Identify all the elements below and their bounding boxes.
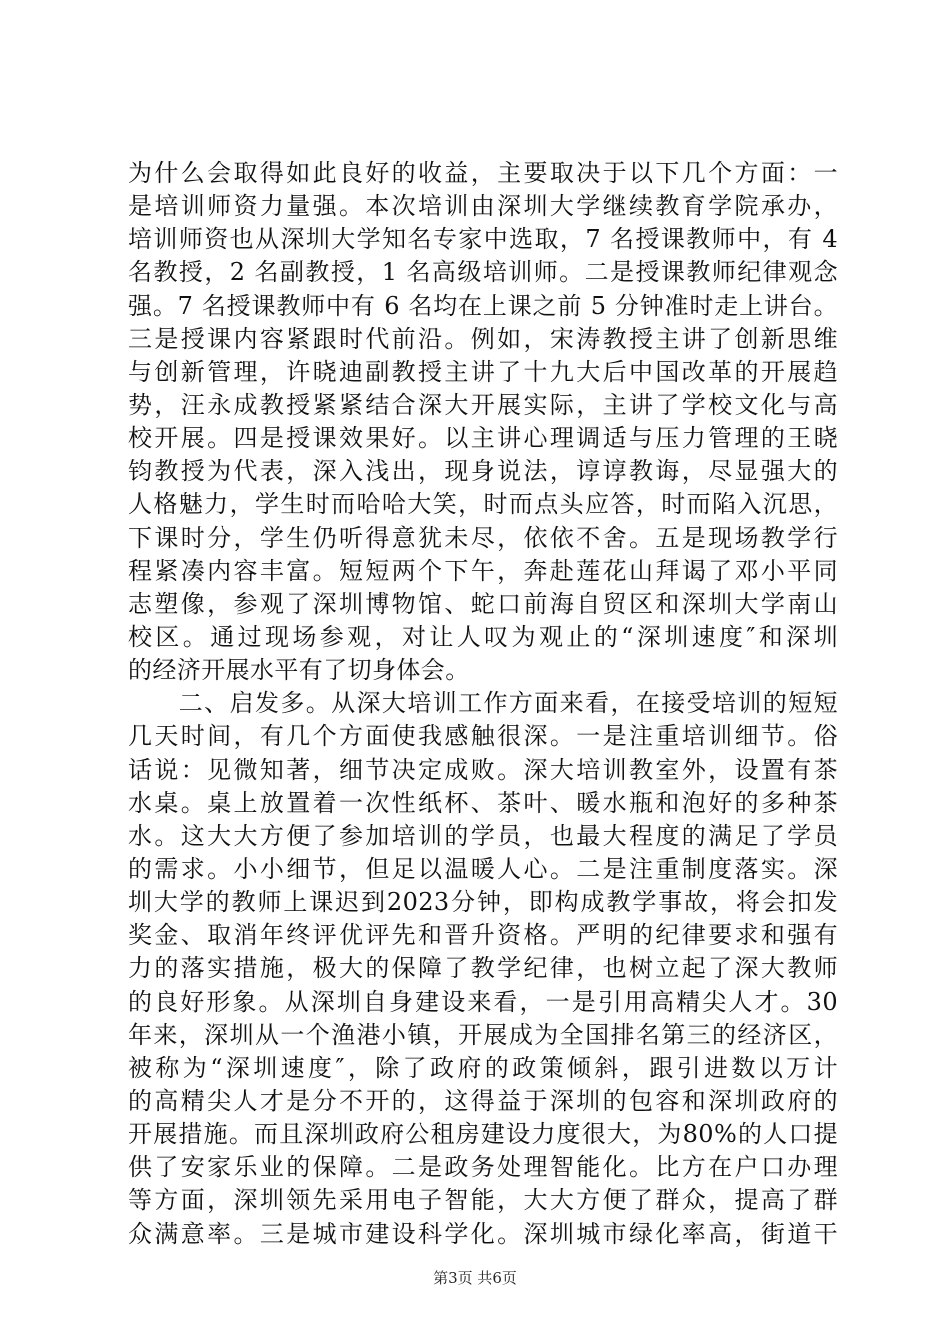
text-line: 为什么会取得如此良好的收益，主要取决于以下几个方面：一 — [128, 159, 838, 187]
text-line: 名教授，2 名副教授，1 名高级培训师。二是授课教师纪律观念 — [128, 258, 838, 287]
body-text — [128, 157, 838, 1251]
text-line: 校区。通过现场参观，对让人叹为观止的“深圳速度″和深圳 — [128, 622, 838, 651]
text-line: 钧教授为代表，深入浅出，现身说法，谆谆教诲，尽显强大的 — [128, 457, 838, 486]
text-line: 的需求。小小细节，但足以温暖人心。二是注重制度落实。深 — [128, 854, 838, 883]
text-line: 三是授课内容紧跟时代前沿。例如，宋涛教授主讲了创新思维 — [128, 324, 838, 353]
text-line: 的良好形象。从深圳自身建设来看，一是引用高精尖人才。30 — [128, 987, 838, 1016]
text-line: 几天时间，有几个方面使我感触很深。一是注重培训细节。俗 — [128, 722, 838, 751]
text-line: 圳大学的教师上课迟到2023分钟，即构成教学事故，将会扣发 — [128, 888, 838, 917]
page-footer: 第3页 共6页 — [433, 1269, 517, 1287]
text-line: 开展措施。而且深圳政府公租房建设力度很大，为80%的人口提 — [128, 1120, 838, 1149]
text-line: 强。7 名授课教师中有 6 名均在上课之前 5 分钟准时走上讲台。 — [128, 291, 838, 320]
text-line: 志塑像，参观了深圳博物馆、蛇口前海自贸区和深圳大学南山 — [128, 589, 838, 618]
text-line: 奖金、取消年终评优评先和晋升资格。严明的纪律要求和强有 — [128, 921, 838, 950]
text-line: 水桌。桌上放置着一次性纸杯、茶叶、暖水瓶和泡好的多种茶 — [128, 788, 838, 817]
text-line: 等方面，深圳领先采用电子智能，大大方便了群众，提高了群 — [128, 1186, 838, 1215]
text-line: 程紧凑内容丰富。短短两个下午，奔赴莲花山拜谒了邓小平同 — [128, 556, 838, 585]
text-line: 下课时分，学生仍听得意犹未尽，依依不舍。五是现场教学行 — [128, 523, 838, 552]
text-line: 与创新管理，许晓迪副教授主讲了十九大后中国改革的开展趋 — [128, 357, 838, 386]
text-line: 的高精尖人才是分不开的，这得益于深圳的包容和深圳政府的 — [128, 1086, 838, 1115]
text-line: 话说：见微知著，细节决定成败。深大培训教室外，设置有茶 — [128, 755, 838, 784]
text-line: 水。这大大方便了参加培训的学员，也最大程度的满足了学员 — [128, 821, 838, 850]
text-line: 的经济开展水平有了切身体会。 — [128, 656, 470, 685]
text-line: 众满意率。三是城市建设科学化。深圳城市绿化率高，街道干 — [128, 1219, 838, 1248]
text-line: 年来，深圳从一个渔港小镇，开展成为全国排名第三的经济区， — [128, 1020, 838, 1049]
text-line: 供了安家乐业的保障。二是政务处理智能化。比方在户口办理 — [128, 1153, 838, 1182]
text-line: 势，汪永成教授紧紧结合深大开展实际，主讲了学校文化与高 — [128, 390, 838, 419]
text-line: 二、启发多。从深大培训工作方面来看，在接受培训的短短 — [128, 689, 838, 718]
text-line: 力的落实措施，极大的保障了教学纪律，也树立起了深大教师 — [128, 954, 838, 983]
text-line: 是培训师资力量强。本次培训由深圳大学继续教育学院承办， — [128, 192, 838, 221]
text-line: 人格魅力，学生时而哈哈大笑，时而点头应答，时而陷入沉思， — [128, 490, 838, 519]
text-line: 被称为“深圳速度″，除了政府的政策倾斜，跟引进数以万计 — [128, 1053, 838, 1082]
text-line: 校开展。四是授课效果好。以主讲心理调适与压力管理的王晓 — [128, 424, 838, 453]
text-line: 培训师资也从深圳大学知名专家中选取，7 名授课教师中，有 4 — [128, 225, 838, 254]
